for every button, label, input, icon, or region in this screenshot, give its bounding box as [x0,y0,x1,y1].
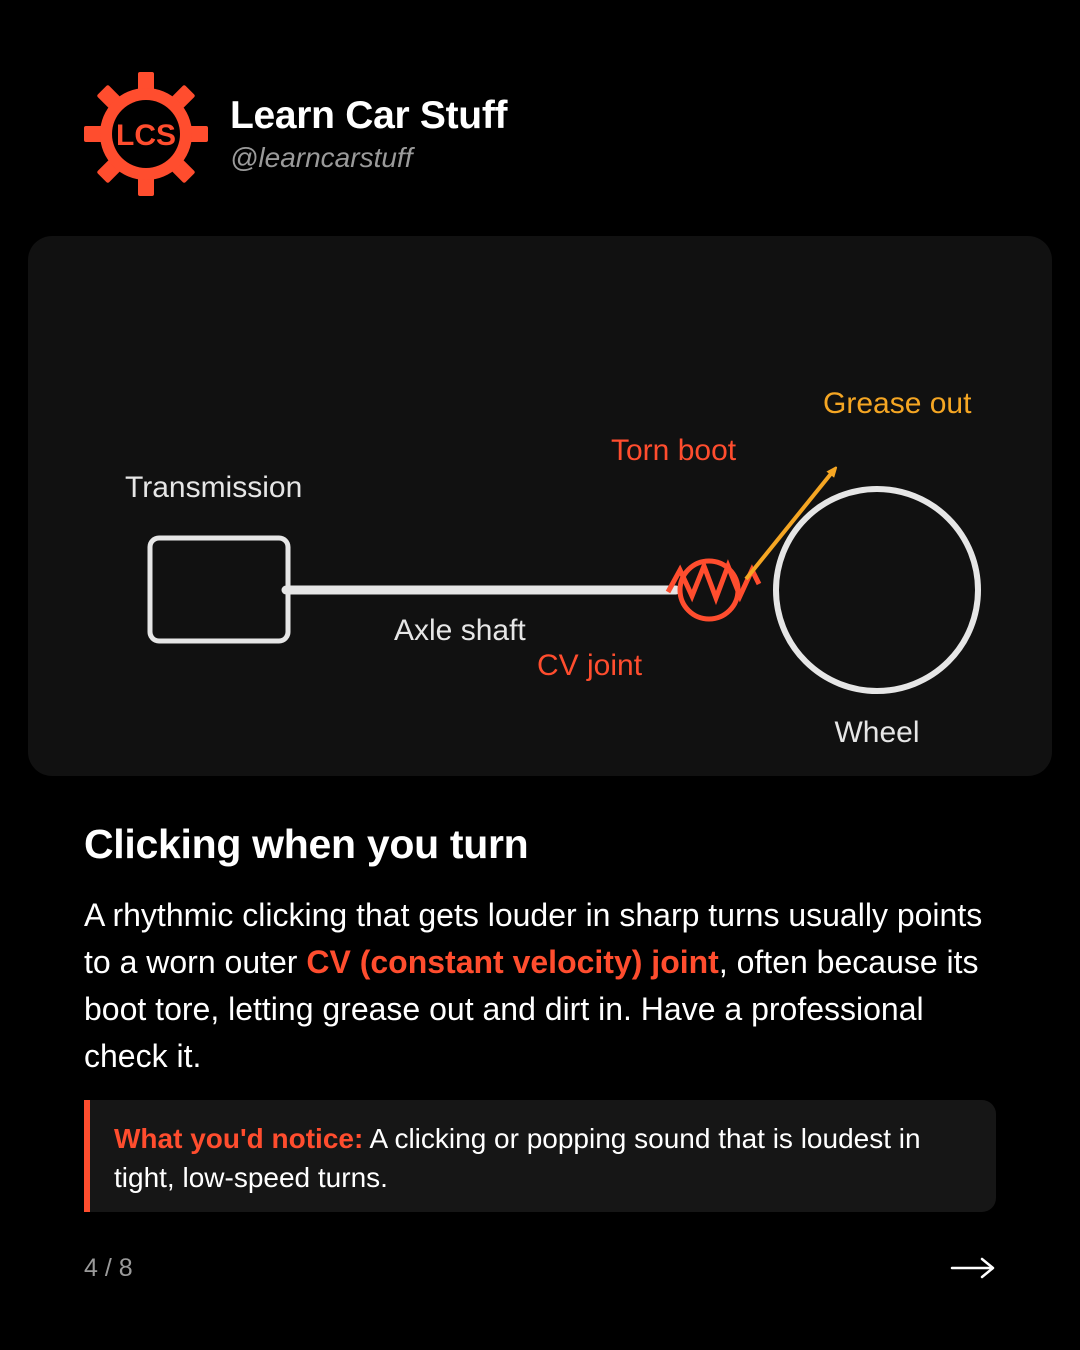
brand-block [230,93,507,175]
page-indicator: 4 / 8 [84,1254,133,1282]
cv-joint-label: CV joint [537,649,643,682]
callout-label: What you'd notice: [114,1123,364,1154]
wheel-label: Wheel [834,716,920,749]
body-text-after: , often because its boot tore, letting grease out and dirt in. Have a professional check it. [84,944,979,1074]
slide-title: Clicking when you turn [84,821,529,867]
diagram-card [28,236,1052,776]
callout-text: A clicking or popping sound that is loudest in tight, low-speed turns. [114,1123,921,1193]
header [84,72,507,196]
brand-name: Learn Car Stuff [230,94,508,137]
grease-out-label: Grease out [823,387,972,420]
body-text-before: A rhythmic clicking that gets louder in sharp turns usually points to a worn outer [84,897,983,980]
gear-logo-icon [84,72,208,196]
body-highlight: CV (constant velocity) joint [306,944,719,980]
transmission-label: Transmission [125,471,303,504]
logo-text: LCS [116,119,176,152]
cv-joint-diagram [28,236,1052,776]
grease-out-arrow [746,470,834,579]
torn-boot-label: Torn boot [611,434,737,467]
slide-body [84,892,1004,1080]
axle-shaft-label: Axle shaft [394,614,526,647]
notice-callout [84,1100,996,1212]
right-arrow-icon[interactable] [946,1248,1000,1288]
brand-handle: @learncarstuff [230,142,413,173]
wheel [776,489,978,691]
transmission-box [150,538,288,641]
